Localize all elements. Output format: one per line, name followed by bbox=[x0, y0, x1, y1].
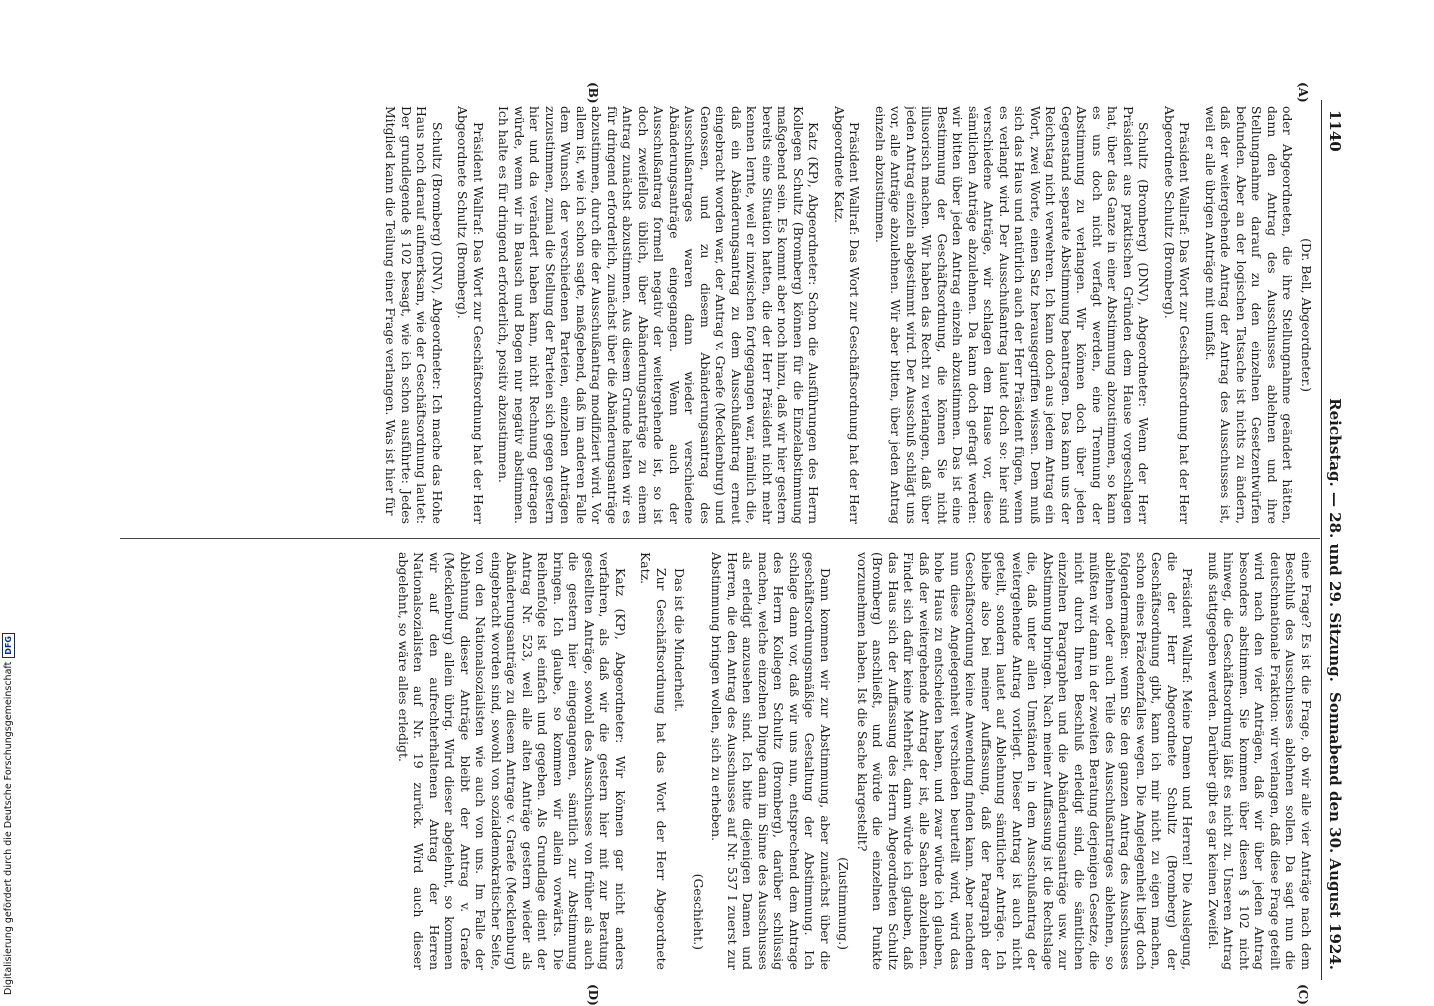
paragraph: Schultz (Bromberg) (DNV), Abgeordneter: Wenn der Herr Präsident aus praktischen Gründen dem Hause vorgeschlagen hat, über das Ganze in einer Abstimmung abzustimmen, so kann es uns doch nicht verfagt werden, eine Trennung der Abstimmung zu verlangen. Wir können doch über jeden Gegenstand separate Abstimmung beantragen. Das kann uns der Reichstag nicht verwehren. Ich kann doch aus jedem Antrag ein Wort, zwei Worte, einen Satz herausgegriffen wissen. Dem muß sich das Haus und natürlich auch der Herr Präsident fügen, wenn es verlangt wird. Der Ausschußantrag lautet doch so: hier sind verschiedene Anträge, wir schlagen dem Hause vor, diese sämtlichen Anträge abzulehnen. Da kann doch gefragt werden: wir bitten über jeden Antrag einzeln abzustimmen. Das ist eine Bestimmung der Geschäftsordnung, die können Sie nicht illusorisch machen. Wir haben das Recht zu verlangen, daß über jeden Antrag einzeln abgestimmt wird. Der Ausschuß schlägt uns vor, alle Anträge abzulehnen. Wir aber bitten, über jeden Antrag einzeln abzustimmen. bbox=[873, 106, 1152, 524]
paragraph: oder Abgeordneten, die ihre Stellungnahme geändert hätten, dann den Antrag des Ausschusses ablehnen und ihre Stellungnahme darauf zu den einzelnen Gesetzentwürfen befunden. Aber an der logischen Tatsache ist nichts zu ändern, daß der weitergehende Antrag der Antrag des Ausschusses ist, weil er alle übrigen Anträge mit umfaßt. bbox=[1203, 106, 1296, 524]
speaker-continuation: (Dr. Bell, Abgeordneter.) bbox=[1299, 238, 1314, 392]
paragraph: Katz (KP), Abgeordneter: Wir können gar nicht anders verfahren, als daß wir die gestern hier mit zur Beratung gestellten Anträge, sowohl des Ausschusses von früher als auch die gestern hier eingegangenen, sämtlich zur Abstimmung bringen. Ich glaube, so kommen wir allein vorwärts. Die Reihenfolge ist einfach und gegeben. Als Grundlage dient der Antrag Nr. 523, weil alle alten Anträge gestern wieder als Abänderungsanträge zu diesem Antrage v. Graefe (Mecklenburg) eingebracht worden sind, sowohl von sozialdemokratischer Seite, von den Nationalsozialisten wie auch von uns. Im Falle der Ablehnung dieser Anträge bleibt der Antrag v. Graefe (Mecklenburg) allein übrig. Wird dieser abgelehnt, so kommen wir auf den aufrechterhaltenen Antrag der Herren Nationalsozialisten auf Nr. 19 zurück. Wird auch dieser abgelehnt, so wäre alles erledigt. bbox=[396, 552, 628, 970]
dfg-logo-icon: DFG bbox=[2, 633, 15, 658]
paragraph: Schultz (Bromberg) (DNV), Abgeordneter: Ich mache das Hohe Haus noch darauf aufmerksam, wie der Geschäftsordnung lautet: Der grundlegende § 102 besagt, wie ich schon ausführte: Jedes Mitglied kann die Teilung einer Frage verlangen. Was ist hier für bbox=[383, 106, 445, 524]
session-date: Sonnabend den 30. August 1924. bbox=[1326, 692, 1344, 970]
interjection: (Geschieht.) bbox=[691, 873, 706, 950]
right-column bbox=[124, 552, 1314, 970]
paragraph: Präsident Wallraf: Das Wort zur Geschäftsordnung hat der Herr Abgeordnete Katz. bbox=[832, 106, 863, 524]
document-page bbox=[110, 82, 1350, 1006]
margin-marker-a: (A) bbox=[1296, 82, 1310, 103]
digitization-credit bbox=[2, 633, 15, 995]
margin-marker-d: (D) bbox=[586, 984, 600, 1006]
margin-marker-b: (B) bbox=[586, 82, 600, 104]
paragraph: eine Frage? Es ist die Frage, ob wir alle vier Anträge nach dem Beschluß des Ausschusses ablehnen sollen. Da sagt nun die deutschnationale Fraktion: wir verlangen, daß diese Frage geteilt wird nach den vier Anträgen, daß wir über jeden Antrag besonders abstimmen. Sie kommen über diesen § 102 nicht hinweg, die Geschäftsordnung läßt es nicht zu. Unseren Antrag muß stattgegeben werden. Darüber gibt es gar keinen Zweifel. bbox=[1206, 552, 1314, 970]
paragraph: Zur Geschäftsordnung hat das Wort der Herr Abgeordnete Katz. bbox=[638, 552, 669, 970]
interjection: (Zustimmung.) bbox=[836, 857, 852, 950]
page-number: 1140 bbox=[1326, 110, 1344, 152]
paragraph: Das ist die Minderheit. bbox=[672, 568, 688, 713]
margin-marker-c: (C) bbox=[1296, 984, 1310, 1005]
paragraph: Dann kommen wir zur Abstimmung, aber zunächst über die geschäftsordnungsmäßige Gestaltung der Abstimmung. Ich schlage dann vor, daß wir uns nun, entsprechend dem Antrage des Herrn Kollegen Schultz (Bromberg), darüber schlüssig machen, welche einzelnen Dinge dann im Sinne des Ausschusses als erledigt anzusehen sind. Ich bitte diejenigen Damen und Herren, die den Antrag des Ausschusses auf Nr. 537 I zuerst zur Abstimmung bringen wollen, sich zu erheben. bbox=[709, 552, 833, 970]
left-column bbox=[124, 106, 1314, 524]
paragraph: Präsident Wallraf: Meine Damen und Herren! Die Auslegung, die der Herr Abgeordnete Schultz (Bromberg) der Geschäftsordnung gibt, kann ich mir nicht zu eigen machen, schon eines Präzedenzfalles wegen. Die Angelegenheit liegt doch folgendermaßen: wenn Sie den ganzen Antrag des Ausschusses ablehnen oder auch Teile des Ausschußantrages ablehnen, so müßten wir dann in der zweiten Beratung derjenigen Gesetze, die nicht durch Ihren Beschluß erledigt sind, die sämtlichen einzelnen Paragraphen und die Abänderungsanträge usw. zur Abstimmung bringen. Nach meiner Auffassung ist die Rechtslage die, daß unter allen Umständen in dem Ausschußantrag der weitergehende Antrag vorliegt. Dieser Antrag ist auch nicht geteilt, sondern lautet auf Ablehnung sämtlicher Anträge. Ich bleibe also bei meiner Auffassung, daß der Paragraph der Geschäftsordnung keine Anwendung finden kann. Aber nachdem nun diese Angelegenheit verschieden beurteilt wird, wird das hohe Haus zu entscheiden haben, und zwar würde ich glauben, daß der weitergehende Antrag der ist, alle Sachen abzulehnen. Findet sich dafür keine Mehrheit, dann würde ich glauben, daß das Haus sich der Auffassung des Herrn Abgeordneten Schultz (Bromberg) anschließt, und würde die einzelnen Punkte vorzunehmen haben. Ist die Sache klargestellt? bbox=[855, 552, 1196, 970]
session-title: Reichstag. — 28. und 29. Sitzung. bbox=[1326, 398, 1344, 682]
column-divider bbox=[120, 538, 1320, 539]
page-header bbox=[1322, 110, 1344, 970]
paragraph: Präsident Wallraf: Das Wort zur Geschäftsordnung hat der Herr Abgeordnete Schultz (Bromberg). bbox=[1162, 106, 1193, 524]
header-rule bbox=[1321, 100, 1322, 980]
paragraph: Katz (KP), Abgeordneter: Schon die Ausführungen des Herrn Kollegen Schultz (Bromberg) können für die Einzelabstimmung maßgebend sein. Es kommt aber noch hinzu, daß wir hier gestern bereits eine Situation hatten, die der Herr Präsident nicht mehr kennen lernte, weil er inzwischen fortgegangen war, nämlich die, daß ein Abänderungsantrag zu dem Ausschußantrag erneut eingebracht worden war, der Antrag v. Graefe (Mecklenburg) und Genossen, und zu diesem Abänderungsantrag des Ausschußantrages waren dann wieder verschiedene Abänderungsanträge eingegangen. Wenn auch der Ausschußantrag formell negativ der weitergehende ist, so ist doch zweifellos üblich, über Abänderungsanträge zu einem Antrag zunächst abzustimmen. Aus diesem Grunde halten wir es für dringend erforderlich, zunächst über die Abänderungsanträge abzustimmen, durch die der Ausschußantrag modifiziert wird. Vor allem ist, wie ich schon sagte, maßgebend, daß im anderen Falle dem Wunsch der verschiedenen Parteien, einzelnen Anträgen zuzustimmen, zumal die Stellung der Parteien sich gegen gestern hier und da verändert haben kann, nicht Rechnung getragen würde, wenn wir in Bausch und Bogen nur negativ abstimmen. Ich halte es für dringend erforderlich, positiv abzustimmen. bbox=[496, 106, 822, 524]
paragraph: Präsident Wallraf: Das Wort zur Geschäftsordnung hat der Herr Abgeordnete Schultz (Bromberg). bbox=[455, 106, 486, 524]
credit-text: Digitalisierung gefördert durch die Deutsche Forschungsgemeinschaft bbox=[3, 661, 14, 995]
